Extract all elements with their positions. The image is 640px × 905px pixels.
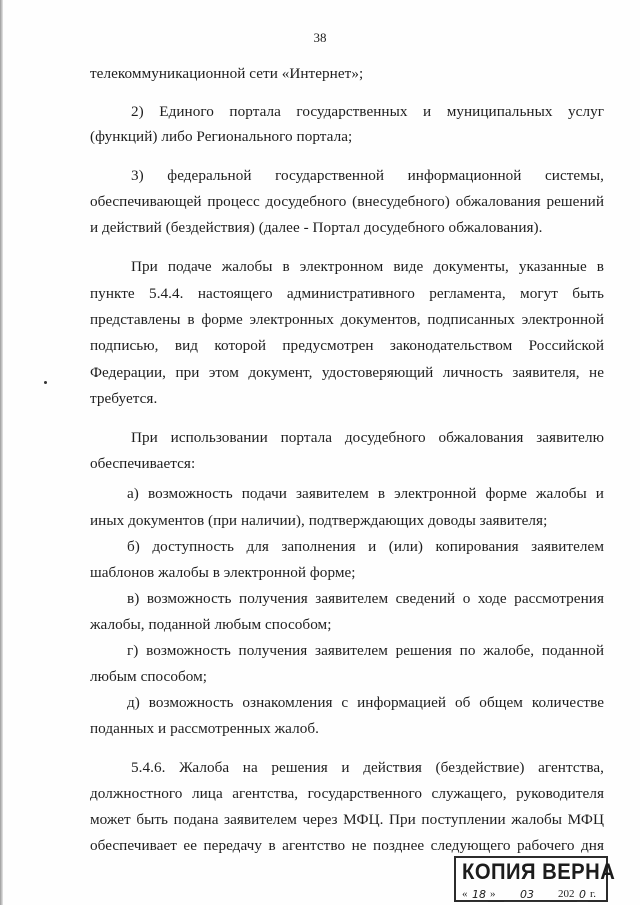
text-line: Федерации, при этом документ, удостоверяющий личность заявителя, не [90, 364, 604, 381]
text-line: представлены в форме электронных документов, подписанных электронной [90, 311, 604, 328]
certified-copy-stamp [454, 856, 616, 902]
stamp-date [462, 888, 606, 902]
text-line: обеспечивающей процесс досудебного (внесудебного) обжалования решений [90, 193, 604, 210]
text-line: жалобы, поданной любым способом; [90, 616, 332, 633]
stamp-day: 18 [472, 888, 486, 901]
text-line: обеспечивается: [90, 455, 196, 472]
page-number: 38 [313, 30, 327, 45]
text-line: шаблонов жалобы в электронной форме; [90, 564, 356, 581]
text-line: иных документов (при наличии), подтверждающих доводы заявителя; [90, 512, 548, 529]
stamp-month: 03 [504, 888, 550, 902]
text-line: При использовании портала досудебного обжалования заявителю [131, 429, 604, 446]
text-line: обеспечивает ее передачу в агентство не позднее следующего рабочего дня [90, 837, 604, 854]
stamp-year-prefix: 202 [558, 888, 575, 900]
section-5-4-6-heading-line: 5.4.6. Жалоба на решения и действия (бездействие) агентства, [131, 759, 604, 776]
list-item-b: б) доступность для заполнения и (или) копирования заявителем [127, 538, 604, 555]
text-line: пункте 5.4.4. настоящего административного регламента, могут быть [90, 285, 604, 302]
scan-speck [44, 381, 47, 384]
stamp-open-quote: « [462, 888, 468, 900]
text-line: (функций) либо Регионального портала; [90, 128, 353, 145]
text-line: телекоммуникационной сети «Интернет»; [90, 65, 364, 82]
scan-edge-shadow [0, 0, 3, 905]
text-line: должностного лица агентства, государственного служащего, руководителя [90, 785, 604, 802]
text-line: подписью, вид которой предусмотрен законодательством Российской [90, 337, 604, 354]
stamp-close-quote: » [490, 888, 496, 900]
stamp-year-abbr: г. [590, 888, 597, 900]
stamp-title: КОПИЯ ВЕРНА [462, 859, 616, 884]
text-line: поданных и рассмотренных жалоб. [90, 720, 319, 737]
text-line: и действий (бездействия) (далее - Портал досудебного обжалования). [90, 219, 543, 236]
text-line: любым способом; [90, 668, 208, 685]
text-line: 2) Единого портала государственных и муниципальных услуг [131, 103, 604, 120]
text-line: При подаче жалобы в электронном виде документы, указанные в [131, 258, 604, 275]
list-item-d: д) возможность ознакомления с информацией об общем количестве [127, 694, 604, 711]
text-line: требуется. [90, 390, 158, 407]
list-item-g: г) возможность получения заявителем решения по жалобе, поданной [127, 642, 604, 659]
text-line: 3) федеральной государственной информационной системы, [131, 167, 604, 184]
list-item-a: а) возможность подачи заявителем в электронной форме жалобы и [127, 485, 604, 502]
stamp-year-suffix: 0 [579, 888, 586, 901]
list-item-v: в) возможность получения заявителем сведений о ходе рассмотрения [127, 590, 604, 607]
text-line: может быть подана заявителем через МФЦ. При поступлении жалобы МФЦ [90, 811, 604, 828]
